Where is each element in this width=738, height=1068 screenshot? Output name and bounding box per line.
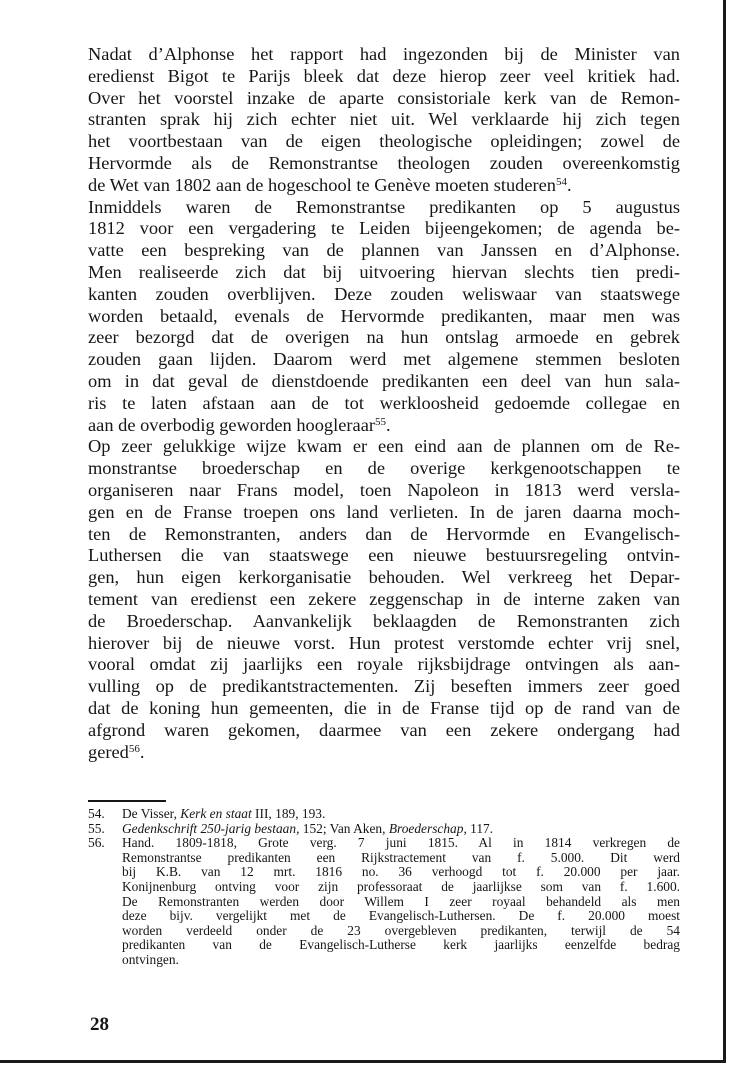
text-line: dat de koning hun gemeenten, die in de Franse tijd op de rand van de xyxy=(88,697,680,718)
text-line: ten de Remonstranten, anders dan de Hervormde en Evangelisch- xyxy=(88,523,680,544)
text-line: ris te laten afstaan aan de tot werkloosheid gedoemde collegae en xyxy=(88,392,680,413)
text-line: de Wet van 1802 aan de hogeschool te Genève moeten studeren$^{54}$. xyxy=(88,174,572,195)
text-line-content: gered xyxy=(88,741,129,762)
text-line: vatte een bespreking van de plannen van Janssen en d’Alphonse. xyxy=(88,240,680,261)
text-line: 1812 voor een vergadering te Leiden bijeengekomen; de agenda be- xyxy=(88,218,680,239)
text-line: vooral omdat zij jaarlijks een royale rijksbijdrage ontvingen als aan- xyxy=(88,654,680,675)
text-line: aan de overbodig geworden hoogleraar$^{55}$. xyxy=(88,414,391,435)
footnote-text-part: , 152; Van Aken, xyxy=(296,820,389,836)
text-line: eredienst Bigot te Parijs bleek dat deze hierop zeer veel kritiek had. xyxy=(88,65,680,86)
text-line: gered$^{56}$. xyxy=(88,741,145,762)
footnote-number: 54. xyxy=(88,806,105,821)
text-line: worden betaald, evenals de Hervormde predikanten, maar men was xyxy=(88,305,680,326)
text-line: het voortbestaan van de eigen theologische opleidingen; zowel de xyxy=(88,131,680,152)
footnote-line: worden verdeeld onder de 23 overgebleven predikanten, terwijl de 54 xyxy=(122,922,680,938)
footnote-line: Hand. 1809-1818, Grote verg. 7 juni 1815. Al in 1814 verkregen de xyxy=(122,835,680,851)
footnote-line: ontvingen. xyxy=(122,951,179,967)
footnote-text xyxy=(122,836,680,967)
text-line: gen en de Franse troepen ons land verlieten. In de jaren daarna moch- xyxy=(88,501,680,522)
footnote-line: bij K.B. van 12 mrt. 1816 no. 36 verhoogd tot f. 20.000 per jaar. xyxy=(122,864,680,880)
footnote-text xyxy=(122,821,493,836)
text-line: Luthersen die van staatswege een nieuwe bestuursregeling ontvin- xyxy=(88,545,680,566)
footnote-text-part: III, 189, 193. xyxy=(251,806,326,821)
footnote-number: 56. xyxy=(88,835,105,851)
text-line: stranten sprak hij zich echter niet uit. Wel verklaarde hij zich tegen xyxy=(88,109,680,130)
footnote-line: deze bijv. vergelijkt met de Evangelisch-Luthersen. De f. 20.000 moest xyxy=(122,908,680,924)
footnote-title: Gedenkschrift 250-jarig bestaan xyxy=(122,820,297,836)
text-line: gen, hun eigen kerkorganisatie behouden. Wel verkreeg het Depar- xyxy=(88,567,680,588)
scan-border-right xyxy=(723,0,726,1062)
footnote-line: Remonstrantse predikanten een Rijkstractement van f. 5.000. Dit werd xyxy=(122,849,680,865)
text-line: tement van eredienst een zekere zeggenschap in de interne zaken van xyxy=(88,588,680,609)
scan-border-bottom xyxy=(0,1060,726,1063)
text-line: Op zeer gelukkige wijze kwam er een eind aan de plannen om de Re- xyxy=(88,436,680,457)
text-line: Nadat d’Alphonse het rapport had ingezonden bij de Minister van xyxy=(88,44,680,64)
footnote-line: predikanten van de Evangelisch-Lutherse kerk jaarlijks eenzelfde bedrag xyxy=(122,937,680,953)
text-line: Over het voorstel inzake de aparte consistoriale kerk van de Remon- xyxy=(88,87,680,108)
text-line: Hervormde als de Remonstrantse theologen zouden overeenkomstig xyxy=(88,152,680,173)
footnote-ref: 54 xyxy=(556,175,567,188)
footnote-text-part: De Visser, xyxy=(122,806,181,821)
text-line-content: aan de overbodig geworden hoogleraar xyxy=(88,414,375,435)
footnote-55 xyxy=(88,822,680,837)
text-line: kanten zouden overblijven. Deze zouden weliswaar van staatswege xyxy=(88,283,680,304)
text-line: om in dat geval de dienstdoende predikanten een deel van hun sala- xyxy=(88,370,680,391)
footnotes xyxy=(88,807,680,968)
text-line: de Broederschap. Aanvankelijk beklaagden de Remonstranten zich xyxy=(88,610,680,631)
text-line: Men realiseerde zich dat bij uitvoering hiervan slechts tien predi- xyxy=(88,261,680,282)
page-number: 28 xyxy=(90,1014,109,1035)
footnote-ref: 56 xyxy=(128,742,140,755)
footnote-ref: 55 xyxy=(374,415,386,428)
text-line-content: de Wet van 1802 aan de hogeschool te Genève moeten studeren xyxy=(88,174,556,195)
footnote-text xyxy=(122,806,325,821)
text-line: hierover bij de nieuwe vorst. Hun protest verstomde echter vrij snel, xyxy=(88,632,680,653)
body-text xyxy=(88,44,680,763)
footnote-54 xyxy=(88,807,680,822)
text-line: afgrond waren gekomen, daarmee van een zekere ondergang had xyxy=(88,719,680,740)
text-line: zouden gaan lijden. Daarom werd met algemene stemmen besloten xyxy=(88,349,680,370)
footnote-text-part: , 117. xyxy=(463,820,494,836)
footnote-line: De Remonstranten werden door Willem I zeer royaal behandeld als men xyxy=(122,893,680,909)
footnote-title: Kerk en staat xyxy=(180,806,252,821)
text-line: monstrantse broederschap en de overige kerkgenootschappen te xyxy=(88,458,680,479)
text-line: zeer bezorgd dat de overigen na hun ontslag armoede en gebrek xyxy=(88,327,680,348)
footnote-title: Broederschap xyxy=(388,820,464,836)
text-line: vulling op de predikantstractementen. Zij beseften immers zeer goed xyxy=(88,676,680,697)
footnote-56 xyxy=(88,836,680,967)
footnote-number: 55. xyxy=(88,820,105,836)
footnote-line: Konijnenburg ontving voor zijn professoraat de jaarlijkse som van f. 1.600. xyxy=(122,878,680,894)
footnote-divider xyxy=(88,800,166,802)
text-line: Inmiddels waren de Remonstrantse predikanten op 5 augustus xyxy=(88,196,680,217)
text-line: organiseren naar Frans model, toen Napoleon in 1813 werd versla- xyxy=(88,479,680,500)
